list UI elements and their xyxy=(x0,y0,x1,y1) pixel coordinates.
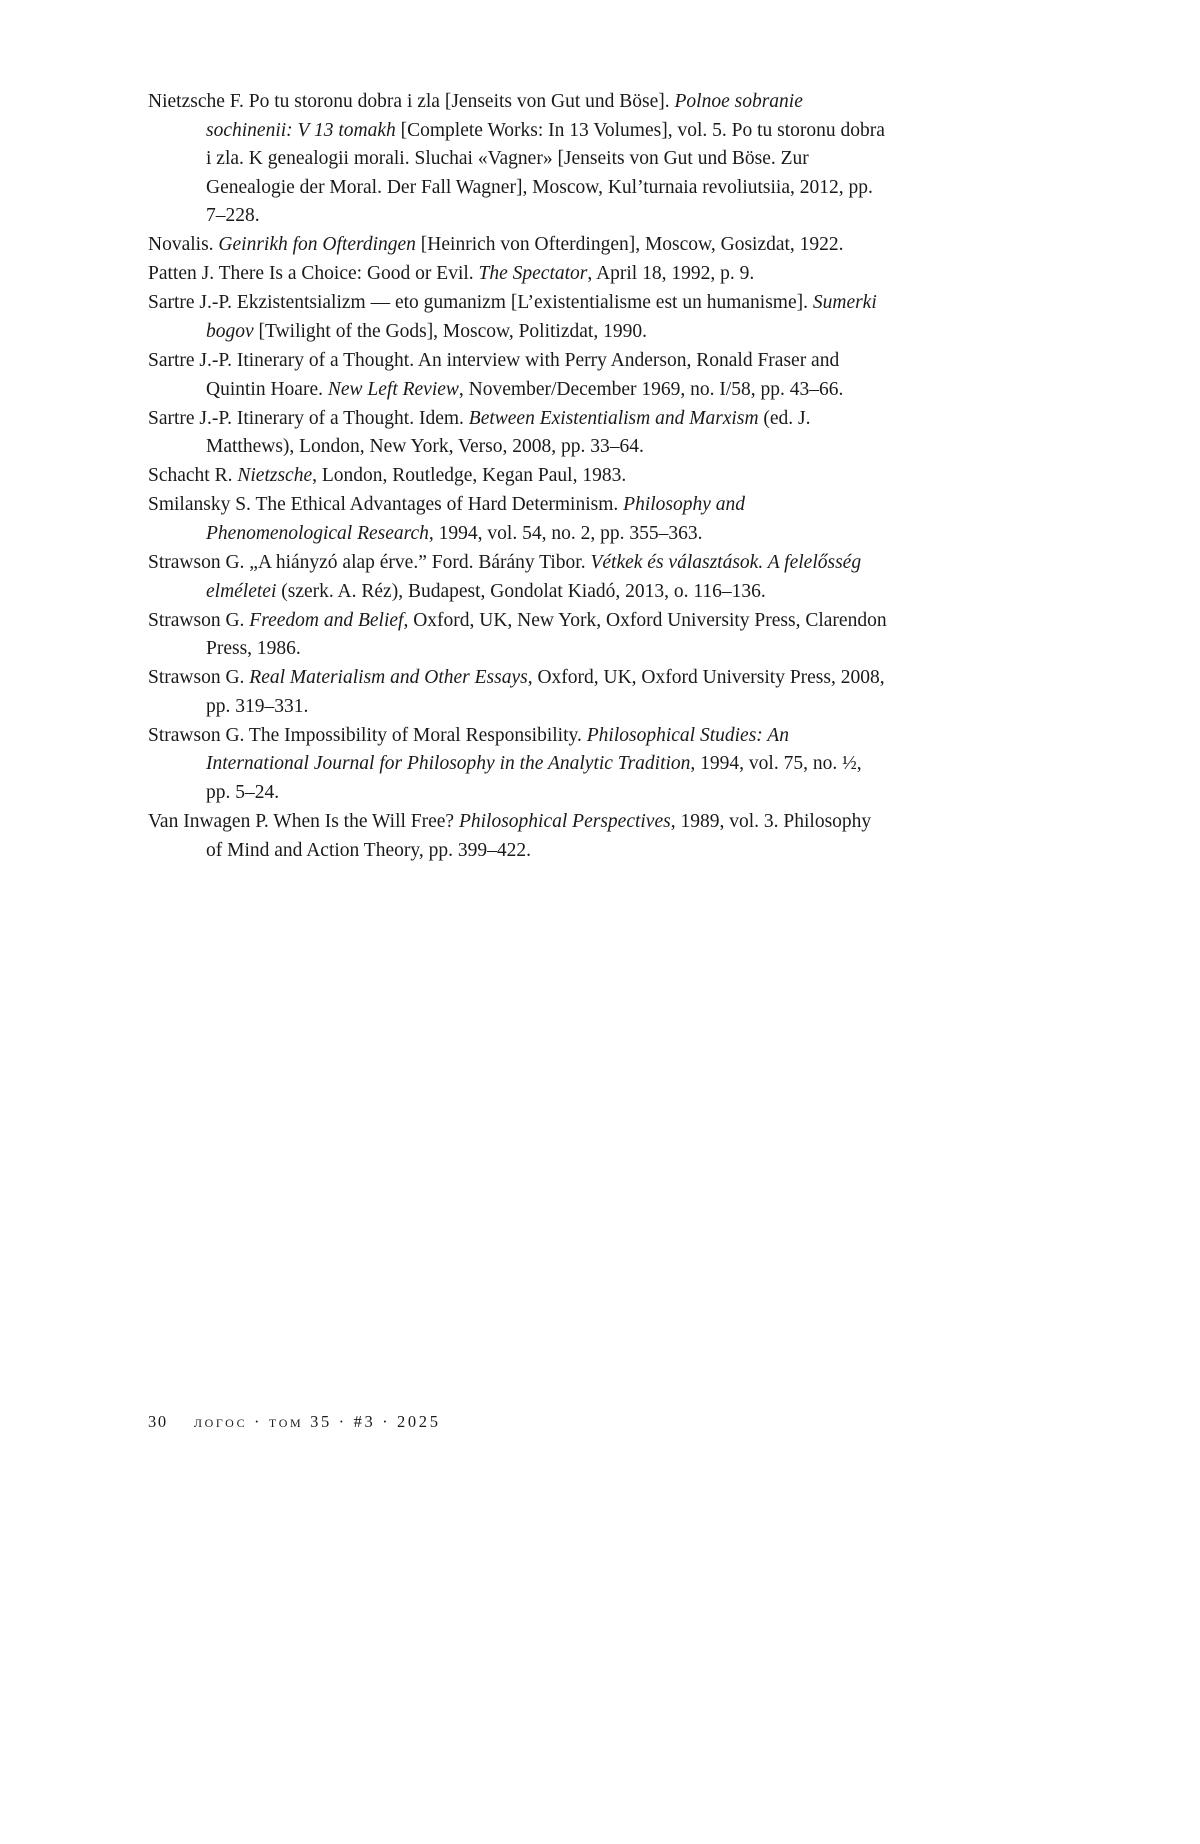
bibliography-entry: Sartre J.-P. Ekzistentsializm — eto gumanizm [L’existentialisme est un humanisme]. Sumerki bogov [Twilight of the Gods], Moscow, Politizdat, 1990. xyxy=(148,292,877,342)
bibliography-entry: Strawson G. Real Materialism and Other Essays, Oxford, UK, Oxford University Press, 2008, pp. 319–331. xyxy=(148,667,885,717)
bibliography-entry: Van Inwagen P. When Is the Will Free? Philosophical Perspectives, 1989, vol. 3. Philosophy of Mind and Action Theory, pp. 399–422. xyxy=(148,811,872,861)
bibliography-entry: Strawson G. The Impossibility of Moral Responsibility. Philosophical Studies: An International Journal for Philosophy in the Analytic Tradition, 1994, vol. 75, no. ½, pp. 5–24. xyxy=(148,724,862,803)
journal-issue-line: логос · том 35 · #3 · 2025 xyxy=(193,1412,441,1431)
bibliography-entry: Novalis. Geinrikh fon Ofterdingen [Heinrich von Ofterdingen], Moscow, Gosizdat, 1922. xyxy=(148,234,844,256)
bibliography-entry: Sartre J.-P. Itinerary of a Thought. An interview with Perry Anderson, Ronald Fraser and Quintin Hoare. New Left Review, November/December 1969, no. I/58, pp. 43–66. xyxy=(148,350,844,400)
bibliography-entry: Smilansky S. The Ethical Advantages of Hard Determinism. Philosophy and Phenomenological Research, 1994, vol. 54, no. 2, pp. 355–363. xyxy=(148,494,746,544)
bibliography-entry: Strawson G. Freedom and Belief, Oxford, UK, New York, Oxford University Press, Clarendon Press, 1986. xyxy=(148,609,887,660)
bibliography-entry: Strawson G. „A hiányzó alap érve.” Ford. Bárány Tibor. Vétkek és választások. A felelősség elméletei (szerk. A. Réz), Budapest, Gondolat Kiadó, 2013, o. 116–136. xyxy=(148,552,862,602)
bibliography-entry: Schacht R. Nietzsche, London, Routledge, Kegan Paul, 1983. xyxy=(148,465,627,487)
page-number: 30 xyxy=(148,1412,168,1431)
bibliography-list xyxy=(148,88,888,866)
bibliography-entry: Nietzsche F. Po tu storonu dobra i zla [Jenseits von Gut und Böse]. Polnoe sobranie sochinenii: V 13 tomakh [Complete Works: In 13 Volumes], vol. 5. Po tu storonu dobra i zla. K genealogii morali. Sluchai «Vagner» [Jenseits von Gut und Böse. Zur Genealogie der Moral. Der Fall Wagner], Moscow, Kul’turnaia revoliutsiia, 2012, pp. 7–228. xyxy=(148,91,885,227)
page-footer xyxy=(148,1412,441,1432)
bibliography-entry: Patten J. There Is a Choice: Good or Evil. The Spectator, April 18, 1992, p. 9. xyxy=(148,263,755,285)
bibliography-entry: Sartre J.-P. Itinerary of a Thought. Idem. Between Existentialism and Marxism (ed. J. Matthews), London, New York, Verso, 2008, pp. 33–64. xyxy=(148,407,811,458)
